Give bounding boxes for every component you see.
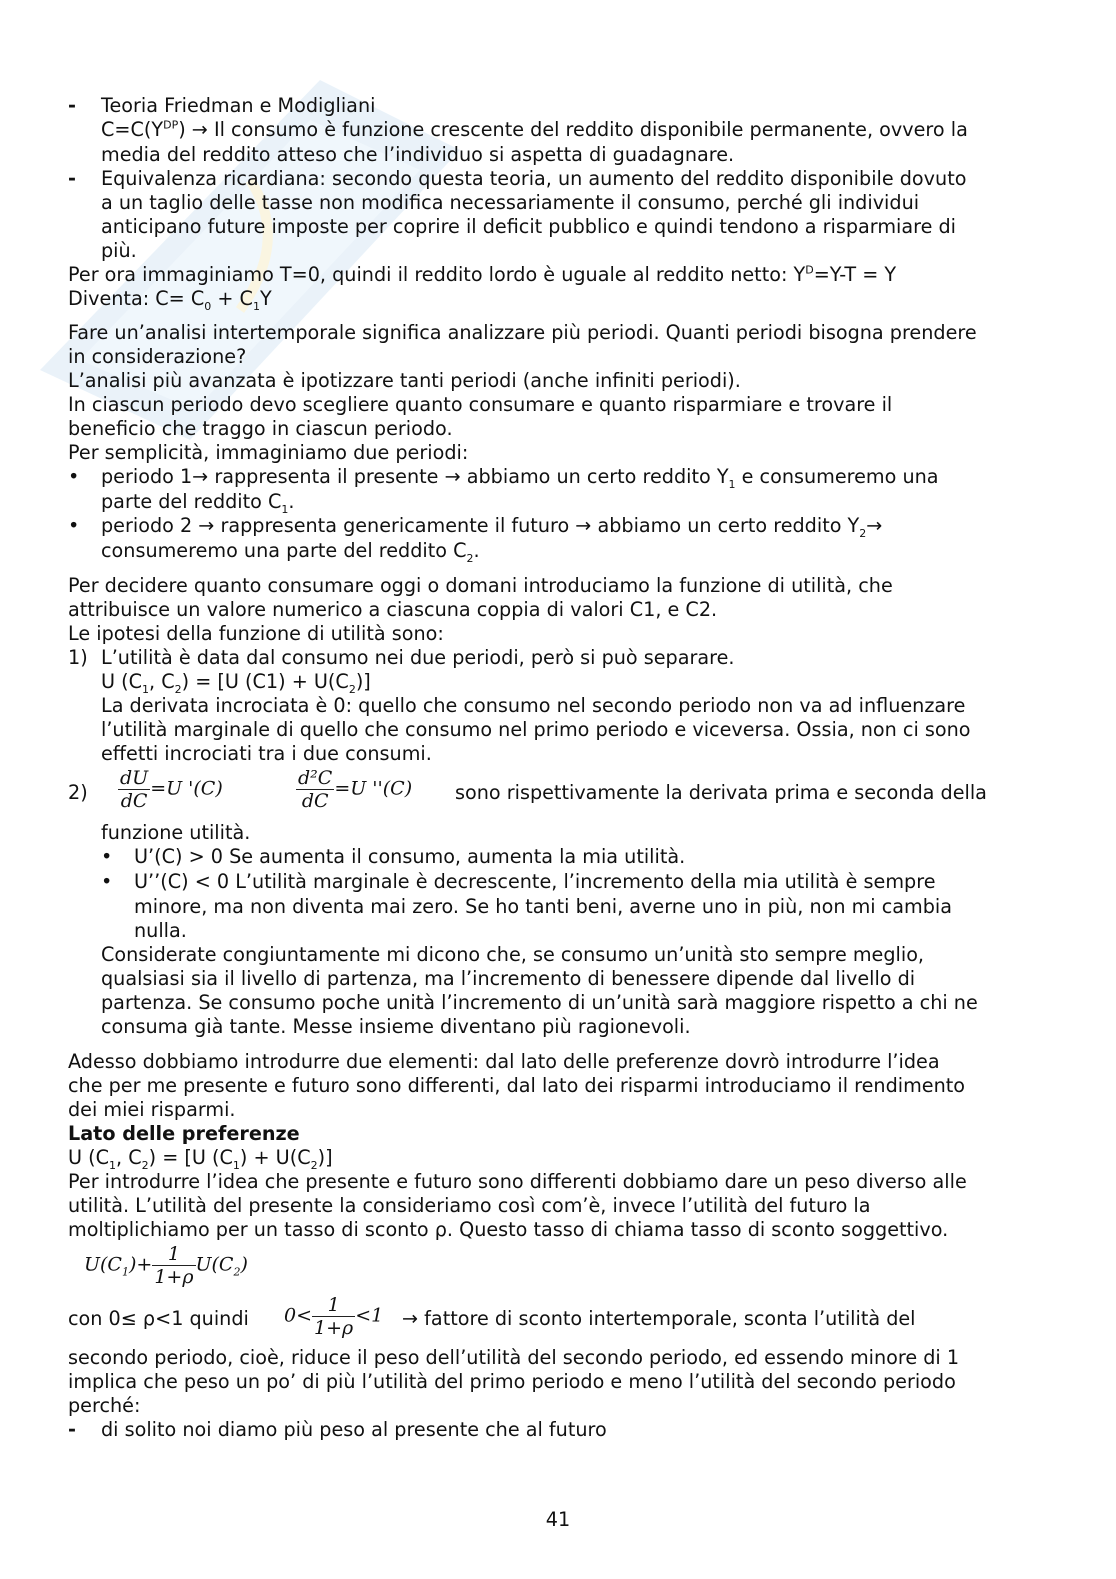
text-line: secondo periodo, cioè, riduce il peso dell’utilità del secondo periodo, ed essendo minore di 1 [68, 1346, 960, 1369]
text-line: implica che peso un po’ di più l’utilità del primo periodo e meno l’utilità del secondo periodo [68, 1370, 956, 1393]
section-heading: Lato delle preferenze [68, 1122, 300, 1145]
page-number: 41 [545, 1508, 571, 1531]
text-line: In ciascun periodo devo scegliere quanto consumare e quanto risparmiare e trovare il [68, 393, 893, 416]
dash-marker: - [68, 94, 76, 117]
text-line: consumeremo una parte del reddito $C_2$. [101, 539, 480, 565]
text-line: qualsiasi sia il livello di partenza, ma l’incremento di benessere dipende dal livello di [101, 967, 916, 990]
text-line: Per semplicità, immaginiamo due periodi: [68, 441, 469, 464]
dash-marker: - [68, 167, 76, 190]
bullet-marker: • [68, 514, 80, 537]
dash-marker: - [68, 1418, 76, 1441]
text-line: Per ora immaginiamo T=0, quindi il reddito lordo è uguale al reddito netto: $Y^D=Y-T = Y$ [68, 263, 897, 286]
text-line: Considerate congiuntamente mi dicono che, se consumo un’unità sto sempre meglio, [101, 943, 925, 966]
text-line: effetti incrociati tra i due consumi. [101, 742, 432, 765]
text-line: dei miei risparmi. [68, 1098, 236, 1121]
text-line: → fattore di sconto intertemporale, sconta l’utilità del [402, 1307, 916, 1330]
list-number: 2) [68, 781, 88, 804]
text-line: media del reddito atteso che l’individuo si aspetta di guadagnare. [101, 143, 735, 166]
bullet-marker: • [101, 845, 113, 868]
bullet-marker: • [101, 870, 113, 893]
text-line: sono rispettivamente la derivata prima e seconda della [455, 781, 987, 804]
list-number: 1) [68, 646, 88, 669]
text-line: funzione utilità. [101, 821, 251, 844]
text-line: minore, ma non diventa mai zero. Se ho tanti beni, averne uno in più, non mi cambia [134, 895, 952, 918]
text-line: consuma già tante. Messe insieme diventano più ragionevoli. [101, 1015, 691, 1038]
text-line: partenza. Se consumo poche unità l’incremento di un’unità sarà maggiore rispetto a chi ne [101, 991, 978, 1014]
second-derivative-equation: $\frac{\text{d²C}}{dC}$ =U ''(C) [298, 767, 413, 812]
text-line: L’utilità è data dal consumo nei due periodi, però si può separare. [101, 646, 735, 669]
discount-factor-equation: 0< $\frac{1}{1+\rho}$ <1 [284, 1294, 384, 1339]
text-line: $C=C(Y^{DP}) \to Il$ consumo è funzione crescente del reddito disponibile permanente, ovvero la [101, 118, 968, 141]
text-line: anticipano future imposte per coprire il deficit pubblico e quindi tendono a risparmiare di [101, 215, 957, 238]
text-line: beneficio che traggo in ciascun periodo. [68, 417, 453, 440]
text-line: utilità. L’utilità del presente la consideriamo così com’è, invece l’utilità del futuro la [68, 1194, 871, 1217]
text-line: Equivalenza ricardiana: secondo questa teoria, un aumento del reddito disponibile dovuto [101, 167, 967, 190]
text-line: a un taglio delle tasse non modifica necessariamente il consumo, perché gli individui [101, 191, 920, 214]
text-line: U ($C_1$, $C_2) = [U$ $(C_1) + U(C_2)$] [68, 1146, 333, 1172]
text-line: periodo 2 → rappresenta genericamente il futuro → abbiamo un certo reddito $Y_2\to$ [101, 514, 883, 540]
text-line: perché: [68, 1394, 141, 1417]
text-line: parte del reddito $C_1$. [101, 490, 295, 516]
text-line: Le ipotesi della funzione di utilità sono: [68, 622, 444, 645]
text-line: periodo 1→ rappresenta il presente → abbiamo un certo reddito $Y_1$ e consumeremo una [101, 465, 939, 491]
text-line: nulla. [134, 919, 187, 942]
text-line: l’utilità marginale di quello che consumo nel primo periodo e viceversa. Ossia, non ci sono [101, 718, 971, 741]
text-line: di solito noi diamo più peso al presente che al futuro [101, 1418, 607, 1441]
text-line: La derivata incrociata è 0: quello che consumo nel secondo periodo non va ad influenzare [101, 694, 966, 717]
text-line: Diventa: $C= C_0 + C_1Y$ [68, 287, 272, 313]
text-line: con 0≤ ρ<1 quindi [68, 1307, 249, 1330]
text-line: Teoria Friedman e Modigliani [101, 94, 376, 117]
text-line: attribuisce un valore numerico a ciascuna coppia di valori C1, e C2. [68, 598, 718, 621]
bullet-marker: • [68, 465, 80, 488]
text-line: Fare un’analisi intertemporale significa analizzare più periodi. Quanti periodi bisogna prendere [68, 321, 977, 344]
text-line: U’’(C) < 0 L’utilità marginale è decrescente, l’incremento della mia utilità è sempre [134, 870, 936, 893]
text-line: U’(C) > 0 Se aumenta il consumo, aumenta la mia utilità. [134, 845, 686, 868]
text-line: moltiplichiamo per un tasso di sconto ρ. Questo tasso di chiama tasso di sconto soggettivo. [68, 1218, 949, 1241]
text-line: in considerazione? [68, 345, 247, 368]
text-line: Per introdurre l’idea che presente e futuro sono differenti dobbiamo dare un peso diverso alle [68, 1170, 967, 1193]
first-derivative-equation: $\frac{dU}{dC}$ =U '(C) [120, 767, 223, 812]
text-line: che per me presente e futuro sono differenti, dal lato dei risparmi introduciamo il rendimento [68, 1074, 965, 1097]
discounted-utility-equation: $U(C_1)+$ $\frac{1}{1+\rho}$ $U(C_2)$ [84, 1243, 248, 1288]
text-line: Adesso dobbiamo introdurre due elementi: dal lato delle preferenze dovrò introdurre l’idea [68, 1050, 940, 1073]
text-line: U ($C_1$, $C_2) = [U$ $(C1) + U(C_2)$] [101, 670, 371, 696]
text-line: Per decidere quanto consumare oggi o domani introduciamo la funzione di utilità, che [68, 574, 893, 597]
text-line: L’analisi più avanzata è ipotizzare tanti periodi (anche infiniti periodi). [68, 369, 741, 392]
text-line: più. [101, 239, 137, 262]
